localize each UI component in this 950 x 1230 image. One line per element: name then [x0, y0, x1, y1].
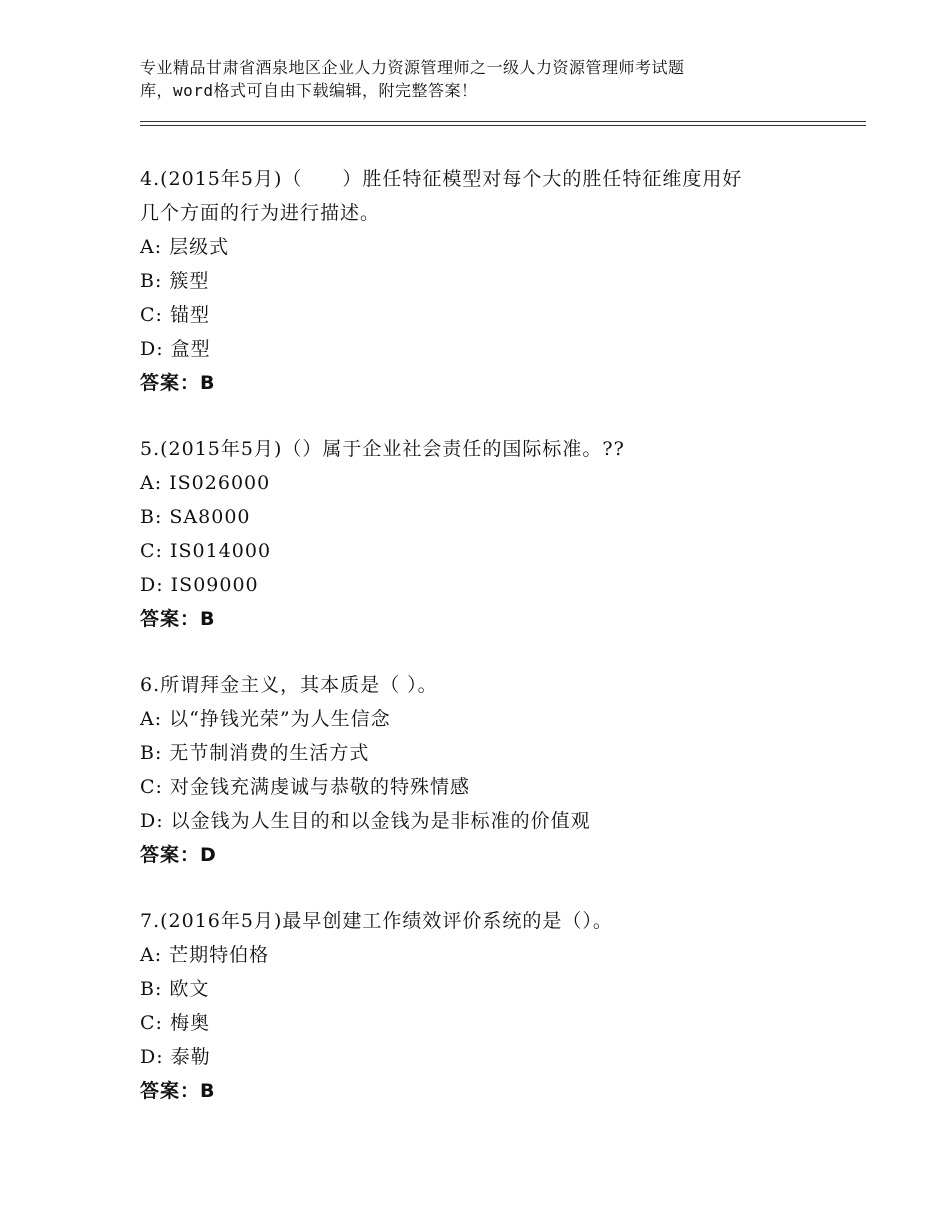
- question-stem: 5.(2015年5月)（）属于企业社会责任的国际标准。??: [140, 438, 625, 460]
- answer: 答案：B: [140, 608, 216, 630]
- question-7: [140, 904, 820, 1108]
- question-list: [140, 162, 820, 1140]
- option-c: C: 锚型: [140, 304, 210, 326]
- option-d: D: 泰勒: [140, 1046, 211, 1068]
- header-line-1: 专业精品甘肃省酒泉地区企业人力资源管理师之一级人力资源管理师考试题: [140, 58, 685, 77]
- option-c: C: IS014000: [140, 540, 272, 562]
- question-6: [140, 668, 820, 872]
- option-b: B: 无节制消费的生活方式: [140, 742, 370, 764]
- option-a: A: IS026000: [140, 472, 271, 494]
- option-d: D: 盒型: [140, 338, 211, 360]
- option-b: B: 簇型: [140, 270, 210, 292]
- option-a: A: 以“挣钱光荣”为人生信念: [140, 708, 391, 730]
- answer: 答案：B: [140, 1080, 216, 1102]
- question-5: [140, 432, 820, 636]
- header-divider-bottom: [140, 125, 866, 126]
- option-a: A: 芒期特伯格: [140, 944, 270, 966]
- question-4: [140, 162, 820, 400]
- option-d: D: IS09000: [140, 574, 259, 596]
- answer: 答案：B: [140, 372, 216, 394]
- option-b: B: SA8000: [140, 506, 251, 528]
- option-a: A: 层级式: [140, 236, 230, 258]
- answer: 答案：D: [140, 844, 217, 866]
- document-header: [140, 56, 780, 102]
- option-c: C: 梅奥: [140, 1012, 210, 1034]
- header-line-2: 库，word格式可自由下载编辑，附完整答案！: [140, 81, 478, 100]
- header-divider-top: [140, 121, 866, 122]
- question-stem: 4.(2015年5月)（ ）胜任特征模型对每个大的胜任特征维度用好: [140, 168, 743, 190]
- option-c: C: 对金钱充满虔诚与恭敬的特殊情感: [140, 776, 470, 798]
- option-d: D: 以金钱为人生目的和以金钱为是非标准的价值观: [140, 810, 591, 832]
- question-stem-continued: 几个方面的行为进行描述。: [140, 202, 381, 224]
- option-b: B: 欧文: [140, 978, 210, 1000]
- question-stem: 6.所谓拜金主义，其本质是（ ）。: [140, 674, 438, 696]
- question-stem: 7.(2016年5月)最早创建工作绩效评价系统的是（）。: [140, 910, 613, 932]
